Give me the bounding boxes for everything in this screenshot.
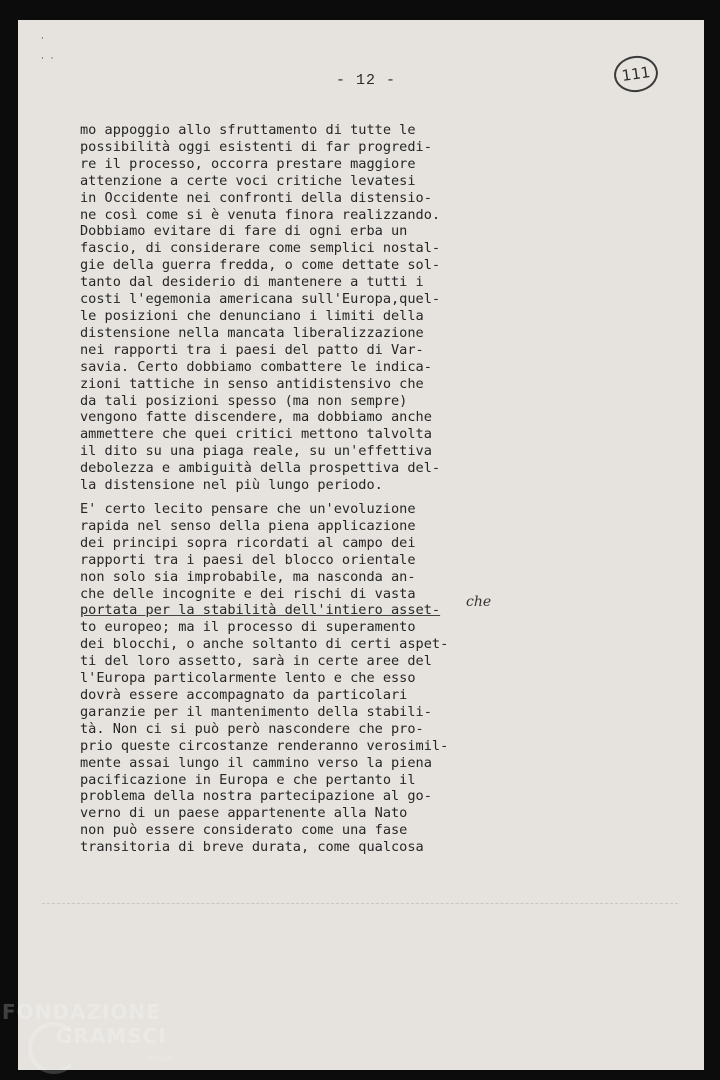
- paragraph-2-lines-after: [80, 619, 448, 855]
- handwritten-note: che: [466, 594, 492, 610]
- text-line: transitoria di breve durata, come qualcosa: [80, 839, 424, 856]
- text-line: che delle incognite e dei rischi di vasta: [80, 585, 416, 602]
- text-line: tanto dal desiderio di mantenere a tutti i: [80, 274, 424, 291]
- text-line: la distensione nel più lungo periodo.: [80, 477, 383, 494]
- text-line: Dobbiamo evitare di fare di ogni erba un: [80, 223, 408, 240]
- watermark-line3: onlus: [148, 1054, 173, 1064]
- text-line: savia. Certo dobbiamo combattere le indica-: [80, 358, 432, 375]
- text-line: distensione nella mancata liberalizzazione: [80, 324, 424, 341]
- text-line: debolezza e ambiguità della prospettiva del-: [80, 460, 441, 477]
- text-line: vengono fatte discendere, ma dobbiamo anche: [80, 409, 432, 426]
- text-line: to europeo; ma il processo di superamento: [80, 619, 416, 636]
- text-line: non può essere considerato come una fase: [80, 822, 408, 839]
- text-line: in Occidente nei confronti della distensio-: [80, 189, 432, 206]
- text-line: nei rapporti tra i paesi del patto di Var-: [80, 341, 424, 358]
- text-line: zioni tattiche in senso antidistensivo che: [80, 375, 424, 392]
- text-line: mo appoggio allo sfruttamento di tutte le: [80, 122, 416, 138]
- text-line: non solo sia improbabile, ma nasconda an-: [80, 568, 416, 585]
- watermark-logo: [2, 1000, 173, 1064]
- page-divider: [42, 903, 678, 904]
- paragraph-1: [80, 122, 440, 494]
- text-line: fascio, di considerare come semplici nostal-: [80, 240, 441, 257]
- text-line: le posizioni che denunciano i limiti della: [80, 307, 424, 324]
- document-page: [18, 20, 704, 1070]
- text-line: dei blocchi, o anche soltanto di certi aspet-: [80, 636, 449, 653]
- text-line: tà. Non ci si può però nascondere che pro-: [80, 720, 424, 737]
- text-line: il dito su una piaga reale, su un'effettiva: [80, 443, 432, 460]
- watermark-line1: FONDAZIONE: [2, 1000, 161, 1024]
- text-line: garanzie per il mantenimento della stabili-: [80, 703, 432, 720]
- text-line: rapporti tra i paesi del blocco orientale: [80, 551, 416, 568]
- watermark-line2: GRAMSCI: [56, 1024, 167, 1048]
- text-line: gie della guerra fredda, o come dettate sol-: [80, 257, 441, 274]
- text-line: dei principi sopra ricordati al campo dei: [80, 534, 416, 551]
- text-line: prio queste circostanze renderanno verosimil-: [80, 737, 449, 754]
- text-line: verno di un paese appartenente alla Nato: [80, 805, 408, 822]
- text-line: costi l'egemonia americana sull'Europa,quel-: [80, 291, 441, 308]
- text-line: ammettere che quei critici mettono talvolta: [80, 426, 432, 443]
- archive-number-stamp: 111: [612, 53, 661, 95]
- text-line: re il processo, occorra prestare maggiore: [80, 155, 416, 172]
- text-line: problema della nostra partecipazione al go-: [80, 788, 432, 805]
- text-line: ti del loro assetto, sarà in certe aree del: [80, 653, 432, 670]
- text-line: l'Europa particolarmente lento e che esso: [80, 670, 416, 687]
- page-number: - 12 -: [336, 72, 397, 89]
- text-line: E' certo lecito pensare che un'evoluzione: [80, 501, 416, 517]
- text-line: pacificazione in Europa e che pertanto il: [80, 771, 416, 788]
- margin-dots: · · ·: [40, 34, 55, 63]
- underlined-line: portata per la stabilità dell'intiero asset-: [80, 602, 441, 619]
- paragraph-2-lines-before: [80, 501, 416, 602]
- text-line: ne così come si è venuta finora realizzando.: [80, 206, 441, 223]
- text-line: da tali posizioni spesso (ma non sempre): [80, 392, 408, 409]
- text-line: rapida nel senso della piena applicazione: [80, 517, 416, 534]
- text-line: possibilità oggi esistenti di far progredi-: [80, 138, 432, 155]
- text-line: dovrà essere accompagnato da particolari: [80, 686, 408, 703]
- text-line: mente assai lungo il cammino verso la piena: [80, 754, 432, 771]
- paragraph-2: [80, 501, 448, 856]
- text-line: attenzione a certe voci critiche levatesi: [80, 172, 416, 189]
